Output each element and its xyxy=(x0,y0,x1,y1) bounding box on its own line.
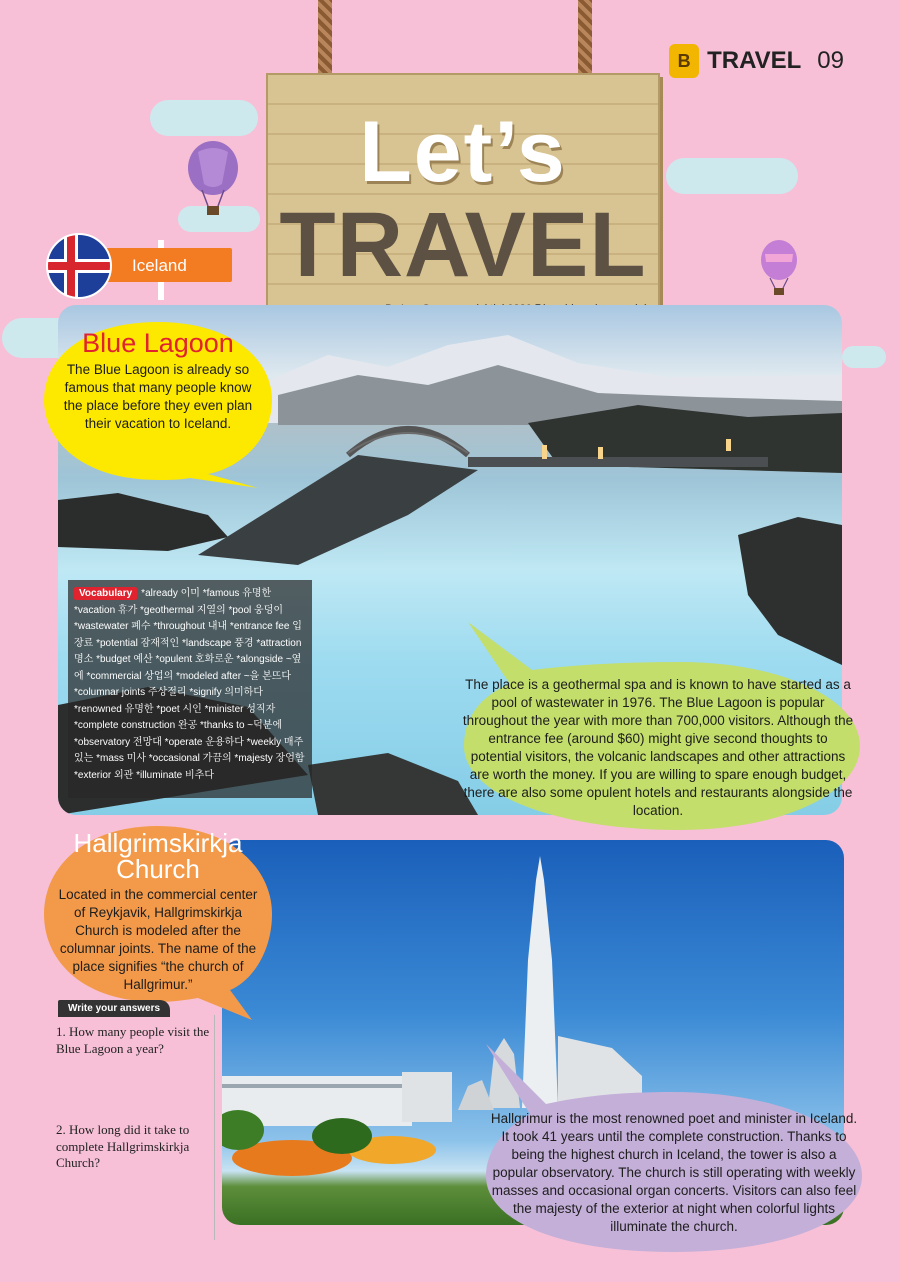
exercise-divider xyxy=(214,1015,215,1240)
church-title-line-2: Church xyxy=(116,854,200,884)
cloud-right-low xyxy=(842,346,886,368)
cloud-right-top xyxy=(666,158,798,194)
sign-rope-left xyxy=(318,0,332,74)
title-line-1: Let’s xyxy=(359,104,567,200)
blue-lagoon-intro-text: The Blue Lagoon is already so famous that many people know the place before they even plan their vacation to Iceland. xyxy=(63,362,253,431)
church-intro xyxy=(56,830,260,994)
section-label: TRAVEL xyxy=(707,47,802,74)
sign-rope-right xyxy=(578,0,592,74)
page-number: 09 xyxy=(817,47,844,74)
question-2: 2. How long did it take to complete Hallgrimskirkja Church? xyxy=(56,1122,190,1171)
hot-air-balloon-icon xyxy=(760,240,798,298)
vocabulary-text: *already 이미 *famous 유명한 *vacation 휴가 *geothermal 지열의 *pool 웅덩이 *wastewater 폐수 *throughout 내내 *entrance fee 입장료 *potential 잠재적인 *landscape 풍경 *attraction 명소 *budget 예산 *opulent 호화로운 *alongside ~옆에 *commercial 상업의 *modeled after ~을 본뜨다 *columnar joints 주상절리 *signify 의미하다 *renowned 유명한 *poet 시인 *minister 성직자 *complete construction 완공 *thanks to ~덕분에 *observatory 전망대 *operate 운용하다 *weekly 매주 있는 *mass 미사 *occasional 가끔의 *majesty 장엄함 *exterior 외관 *illuminate 비추다 xyxy=(74,588,305,781)
basic-logo-icon: B xyxy=(669,44,699,78)
church-title-line-1: Hallgrimskirkja xyxy=(73,828,243,858)
vocabulary-tag: Vocabulary xyxy=(74,587,137,600)
cloud-left-top xyxy=(150,100,258,136)
title-sign xyxy=(266,73,660,327)
write-answers-label: Write your answers xyxy=(58,1000,170,1017)
page-header xyxy=(669,44,844,78)
country-label: Iceland xyxy=(132,256,187,275)
blue-lagoon-intro xyxy=(56,330,260,433)
church-intro-text: Located in the commercial center of Reykjavik, Hallgrimskirkja Church is modeled after the columnar joints. The name of the place signifies “the church of Hallgrimur.” xyxy=(58,887,258,992)
title-line-2: TRAVEL xyxy=(279,194,647,296)
hot-air-balloon-icon xyxy=(186,140,240,218)
vocabulary-box xyxy=(68,580,312,798)
church-detail: Hallgrimur is the most renowned poet and minister in Iceland. It took 41 years until the complete construction. Thanks to being the highest church in Iceland, the tower is also a popular observatory. The church is still operating with weekly masses and occasional organ concerts. Visitors can also feel the majesty of the exterior at night when colorful lights illuminate the church. xyxy=(490,1111,858,1234)
question-1: 1. How many people visit the Blue Lagoon a year? xyxy=(56,1024,210,1056)
blue-lagoon-detail: The place is a geothermal spa and is known to have started as a pool of wastewater in 1976. The Blue Lagoon is popular throughout the year with more than 700,000 visitors. Although the entrance fee (around $60) might give second thoughts to potential visitors, the volcanic landscapes and other attractions are worth the money. If you are willing to spare enough budget, there are also some opulent hotels and restaurants alongside the location. xyxy=(462,677,854,818)
blue-lagoon-title: Blue Lagoon xyxy=(82,328,234,358)
iceland-flag-icon xyxy=(46,233,112,299)
